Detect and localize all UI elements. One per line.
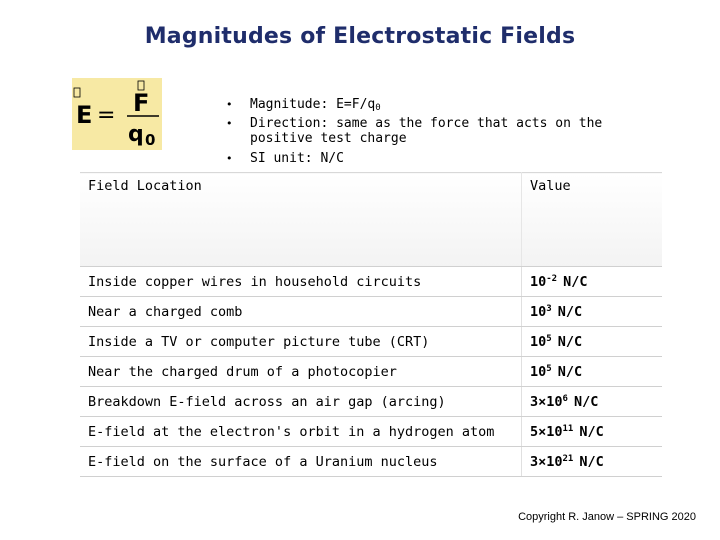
- value-exponent: 5: [546, 363, 552, 374]
- table-row: [80, 447, 662, 477]
- value-base: 10: [530, 273, 547, 290]
- field-magnitudes-table: [80, 172, 662, 477]
- bullet-dot-icon: •: [226, 152, 233, 165]
- value-unit: N/C: [563, 273, 588, 290]
- bullet-magnitude: [226, 97, 666, 116]
- bullet-value: E=F/q: [336, 97, 376, 112]
- field-value-cell: [522, 327, 663, 357]
- field-location-cell: Inside copper wires in household circuits: [80, 267, 522, 297]
- table-row: [80, 267, 662, 297]
- field-location-cell: Near the charged drum of a photocopier: [80, 357, 522, 387]
- bullet-label: Direction:: [250, 116, 329, 131]
- bullet-dot-icon: •: [226, 98, 233, 111]
- value-unit: N/C: [579, 423, 604, 440]
- value-base: 10: [530, 303, 547, 320]
- value-unit: N/C: [573, 393, 599, 410]
- formula-numerator: F: [133, 89, 150, 117]
- bullet-label: SI unit:: [250, 151, 313, 166]
- header-field-location: Field Location: [80, 173, 522, 267]
- value-exponent: -2: [546, 273, 558, 284]
- value-exponent: 21: [562, 453, 574, 464]
- field-location-cell: E-field at the electron's orbit in a hydrogen atom: [80, 417, 522, 447]
- value-exponent: 6: [562, 393, 568, 404]
- bullet-value: N/C: [320, 151, 344, 166]
- value-base: 3×10: [530, 393, 563, 410]
- formula-lhs: E: [76, 101, 93, 129]
- field-location-cell: E-field on the surface of a Uranium nucleus: [80, 447, 522, 477]
- bullet-direction: [226, 116, 666, 146]
- bullet-value-sub: 0: [375, 103, 381, 113]
- formula-image: [72, 78, 162, 150]
- value-exponent: 11: [562, 423, 574, 434]
- value-unit: N/C: [579, 453, 604, 470]
- value-base: 10: [530, 333, 547, 350]
- field-location-cell: Near a charged comb: [80, 297, 522, 327]
- value-base: 5×10: [530, 423, 563, 440]
- table-row: [80, 357, 662, 387]
- value-exponent: 5: [546, 333, 552, 344]
- bullet-value: same as the force that acts on the positive test charge: [250, 116, 603, 146]
- value-base: 10: [530, 363, 547, 380]
- value-base: 3×10: [530, 453, 563, 470]
- formula-equals: =: [97, 103, 116, 128]
- copyright-text: Copyright R. Janow – SPRING 2020: [518, 511, 696, 523]
- field-value-cell: [522, 297, 663, 327]
- field-value-cell: [522, 357, 663, 387]
- value-exponent: 3: [546, 303, 552, 314]
- page-title: Magnitudes of Electrostatic Fields: [144, 24, 576, 49]
- formula-denominator-sub: 0: [145, 131, 156, 149]
- formula-denominator: q: [128, 122, 144, 147]
- field-value-cell: [522, 417, 663, 447]
- bullet-list: [226, 97, 666, 166]
- bullet-label: Magnitude:: [250, 97, 329, 112]
- bullet-si-unit: [226, 151, 666, 166]
- field-location-cell: Breakdown E-field across an air gap (arcing): [80, 387, 522, 417]
- value-unit: N/C: [557, 363, 583, 380]
- table-header-row: [80, 173, 662, 267]
- table-row: [80, 297, 662, 327]
- table-row: [80, 387, 662, 417]
- vector-arrow-icon: [74, 88, 80, 97]
- field-value-cell: [522, 267, 663, 297]
- value-unit: N/C: [557, 303, 583, 320]
- table-row: [80, 417, 662, 447]
- field-location-cell: Inside a TV or computer picture tube (CRT): [80, 327, 522, 357]
- table-row: [80, 327, 662, 357]
- field-value-cell: [522, 387, 663, 417]
- header-value: Value: [522, 173, 663, 267]
- bullet-dot-icon: •: [226, 117, 233, 130]
- value-unit: N/C: [557, 333, 583, 350]
- field-value-cell: [522, 447, 663, 477]
